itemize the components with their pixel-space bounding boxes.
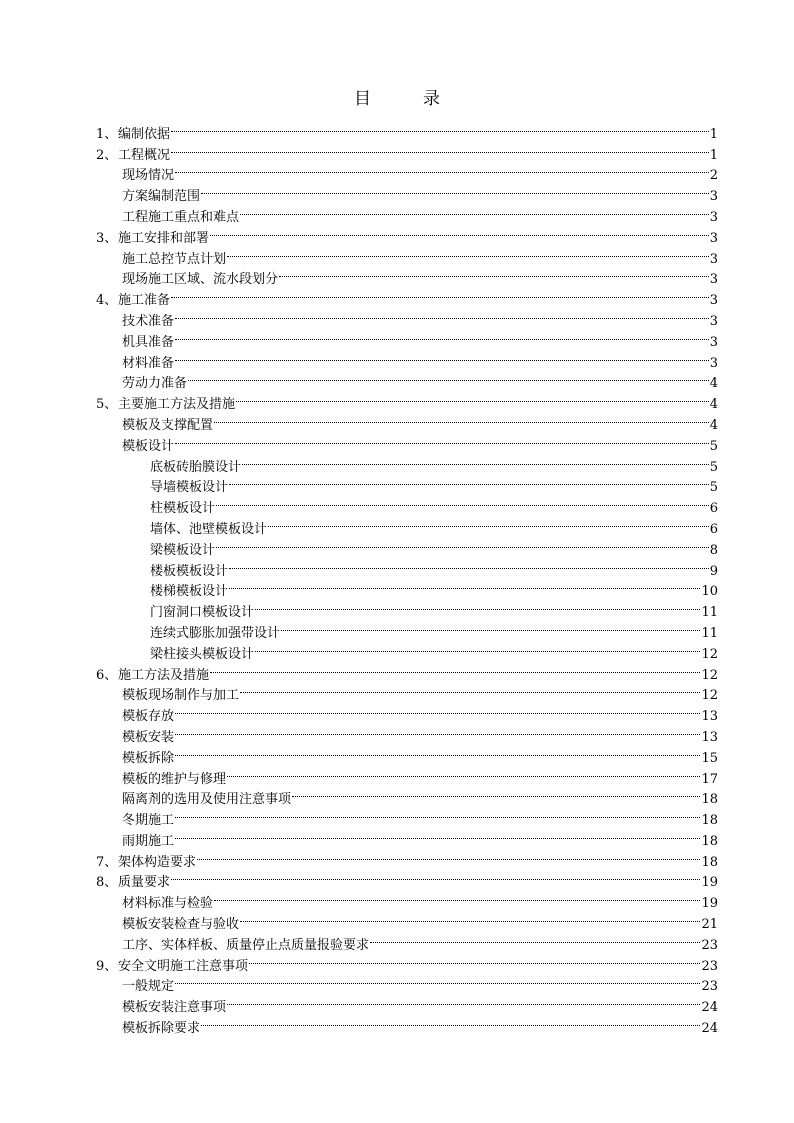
toc-entry-page-number: 13 [701, 729, 718, 745]
toc-entry[interactable] [96, 138, 718, 163]
toc-entry-label: 模板设计 [122, 438, 175, 454]
toc-dot-leader [210, 658, 700, 679]
toc-entry-number: 6、 [96, 667, 118, 683]
toc-entry-page-number: 18 [701, 854, 718, 870]
toc-entry-page-number: 1 [709, 126, 718, 142]
toc-dot-leader [175, 699, 700, 720]
toc-entry-number: 8、 [96, 875, 118, 891]
toc-entry-number: 3、 [96, 230, 118, 246]
toc-dot-leader [188, 367, 709, 388]
toc-entry-label: 架体构造要求 [118, 854, 197, 870]
toc-entry-page-number: 3 [709, 272, 718, 288]
toc-entry-label: 施工总控节点计划 [122, 251, 227, 267]
toc-dot-leader [175, 346, 709, 367]
toc-dot-leader [279, 263, 709, 284]
toc-entry-page-number: 5 [709, 459, 718, 475]
toc-entry-label: 柱模板设计 [150, 501, 216, 517]
toc-entry-number: 9、 [96, 958, 118, 974]
toc-entry-number: 7、 [96, 854, 118, 870]
toc-dot-leader [175, 325, 709, 346]
toc-entry-label: 主要施工方法及措施 [118, 397, 236, 413]
toc-entry[interactable] [96, 429, 718, 454]
toc-entry[interactable] [96, 179, 718, 205]
toc-dot-leader [171, 283, 709, 304]
toc-entry-label: 材料标准与检验 [122, 896, 214, 912]
toc-entry-page-number: 3 [709, 209, 718, 225]
toc-entry-page-number: 3 [709, 189, 718, 205]
toc-dot-leader [175, 720, 700, 741]
toc-dot-leader [171, 866, 700, 887]
toc-entry-page-number: 12 [701, 646, 718, 662]
toc-dot-leader [197, 845, 700, 866]
toc-entry[interactable] [96, 325, 718, 350]
toc-entry-label: 工序、实体样板、质量停止点质量报验要求 [122, 937, 370, 953]
toc-dot-leader [236, 387, 709, 408]
toc-dot-leader [216, 533, 709, 554]
toc-entry-label: 工程施工重点和难点 [122, 209, 240, 225]
toc-entry-page-number: 10 [701, 584, 718, 600]
toc-entry-label: 工程概况 [118, 147, 171, 163]
toc-entry-page-number: 2 [709, 168, 718, 184]
toc-entry-page-number: 3 [709, 293, 718, 309]
toc-dot-leader [175, 970, 700, 991]
toc-dot-leader [227, 242, 709, 263]
toc-dot-leader [370, 928, 700, 949]
toc-entry-label: 编制依据 [118, 126, 171, 142]
toc-title-left: 目 [354, 89, 371, 109]
toc-entry-label: 模板拆除 [122, 750, 175, 766]
toc-dot-leader [229, 471, 709, 492]
toc-entry[interactable] [96, 450, 718, 475]
toc-entry-label: 门窗洞口模板设计 [150, 605, 255, 621]
toc-entry[interactable] [96, 283, 718, 309]
toc-entry-page-number: 9 [709, 563, 718, 579]
toc-dot-leader [175, 304, 709, 325]
toc-entry-page-number: 3 [709, 334, 718, 350]
toc-entry[interactable] [96, 387, 718, 413]
toc-entry-page-number: 18 [701, 813, 718, 829]
toc-dot-leader [175, 824, 700, 845]
toc-dot-leader [175, 429, 709, 450]
toc-entry[interactable] [96, 346, 718, 371]
toc-dot-leader [171, 138, 709, 159]
toc-entry-page-number: 3 [709, 251, 718, 267]
toc-entry-label: 连续式膨胀加强带设计 [150, 625, 281, 641]
toc-entry-label: 楼板模板设计 [150, 563, 229, 579]
toc-entry-label: 现场情况 [122, 168, 175, 184]
toc-entry-page-number: 24 [701, 1000, 718, 1016]
toc-entry-page-number: 18 [701, 833, 718, 849]
table-of-contents [96, 117, 718, 1037]
toc-entry-label: 模板的维护与修理 [122, 771, 227, 787]
toc-dot-leader [242, 450, 709, 471]
toc-entry-page-number: 23 [701, 937, 718, 953]
toc-entry[interactable] [96, 762, 718, 787]
toc-entry-label: 机具准备 [122, 334, 175, 350]
toc-entry-page-number: 3 [709, 355, 718, 371]
toc-entry-label: 底板砖胎膜设计 [150, 459, 242, 475]
toc-dot-leader [201, 1011, 700, 1032]
toc-dot-leader [227, 990, 700, 1011]
toc-entry-label: 施工方法及措施 [118, 667, 210, 683]
toc-dot-leader [216, 491, 709, 512]
toc-entry-label: 模板现场制作与加工 [122, 688, 240, 704]
toc-entry-label: 模板安装注意事项 [122, 1000, 227, 1016]
toc-dot-leader [229, 575, 700, 596]
toc-dot-leader [171, 117, 709, 138]
toc-entry-label: 雨期施工 [122, 833, 175, 849]
toc-dot-leader [175, 159, 709, 180]
toc-entry-label: 一般规定 [122, 979, 175, 995]
toc-dot-leader [292, 783, 700, 804]
toc-title [0, 84, 794, 109]
toc-entry[interactable] [96, 741, 718, 766]
toc-entry-label: 施工准备 [118, 293, 171, 309]
toc-entry[interactable] [96, 720, 718, 745]
toc-entry-page-number: 4 [709, 417, 718, 433]
toc-entry-page-number: 11 [701, 605, 718, 621]
toc-entry-label: 梁模板设计 [150, 542, 216, 558]
toc-entry-label: 施工安排和部署 [118, 230, 210, 246]
toc-entry-page-number: 12 [701, 667, 718, 683]
toc-dot-leader [249, 949, 700, 970]
toc-entry-page-number: 17 [701, 771, 718, 787]
toc-entry-label: 楼梯模板设计 [150, 584, 229, 600]
toc-dot-leader [214, 408, 709, 429]
toc-dot-leader [175, 803, 700, 824]
toc-entry-page-number: 8 [709, 542, 718, 558]
toc-entry-page-number: 5 [709, 438, 718, 454]
toc-entry-page-number: 23 [701, 979, 718, 995]
toc-dot-leader [281, 616, 700, 637]
toc-entry[interactable] [96, 803, 718, 829]
toc-entry[interactable] [96, 304, 718, 329]
toc-entry-page-number: 5 [709, 480, 718, 496]
toc-entry-label: 墙体、池壁模板设计 [150, 521, 268, 537]
toc-title-right: 录 [423, 89, 440, 109]
toc-dot-leader [240, 200, 709, 221]
toc-entry-page-number: 3 [709, 230, 718, 246]
toc-entry-label: 劳动力准备 [122, 376, 188, 392]
toc-entry[interactable] [96, 367, 718, 392]
toc-entry-page-number: 15 [701, 750, 718, 766]
toc-entry-label: 安全文明施工注意事项 [118, 958, 249, 974]
toc-entry-label: 质量要求 [118, 875, 171, 891]
toc-entry-label: 梁柱接头模板设计 [150, 646, 255, 662]
toc-entry[interactable] [96, 990, 718, 1016]
toc-dot-leader [210, 221, 709, 242]
toc-entry[interactable] [96, 699, 718, 725]
toc-entry-page-number: 19 [701, 896, 718, 912]
toc-entry-label: 材料准备 [122, 355, 175, 371]
toc-entry-page-number: 24 [701, 1021, 718, 1037]
toc-entry[interactable] [96, 970, 718, 995]
toc-entry-label: 导墙模板设计 [150, 480, 229, 496]
toc-dot-leader [268, 512, 709, 533]
toc-entry-number: 4、 [96, 293, 118, 309]
toc-entry-number: 1、 [96, 126, 118, 142]
toc-entry[interactable] [96, 866, 718, 891]
toc-entry-page-number: 23 [701, 958, 718, 974]
toc-entry-label: 模板拆除要求 [122, 1021, 201, 1037]
toc-entry-label: 模板及支撑配置 [122, 417, 214, 433]
toc-dot-leader [227, 762, 700, 783]
toc-entry-label: 模板存放 [122, 709, 175, 725]
toc-entry-label: 冬期施工 [122, 813, 175, 829]
toc-dot-leader [255, 637, 700, 658]
toc-entry[interactable] [96, 159, 718, 184]
toc-dot-leader [240, 679, 700, 700]
toc-entry-label: 方案编制范围 [122, 189, 201, 205]
toc-entry-label: 模板安装检查与验收 [122, 917, 240, 933]
toc-entry-page-number: 4 [709, 376, 718, 392]
toc-entry[interactable] [96, 845, 718, 870]
toc-entry-page-number: 6 [709, 501, 718, 517]
toc-entry-page-number: 19 [701, 875, 718, 891]
toc-entry-label: 现场施工区域、流水段划分 [122, 272, 279, 288]
toc-dot-leader [240, 907, 700, 928]
toc-entry-label: 模板安装 [122, 729, 175, 745]
toc-entry[interactable] [96, 824, 718, 849]
toc-entry-number: 5、 [96, 397, 118, 413]
toc-entry-label: 隔离剂的选用及使用注意事项 [122, 792, 292, 808]
toc-entry-page-number: 1 [709, 147, 718, 163]
toc-entry[interactable] [96, 117, 718, 142]
toc-entry-page-number: 18 [701, 792, 718, 808]
toc-dot-leader [229, 554, 709, 575]
toc-entry-page-number: 11 [701, 625, 718, 641]
toc-entry-page-number: 12 [701, 688, 718, 704]
toc-entry-page-number: 13 [701, 709, 718, 725]
toc-entry-page-number: 21 [701, 917, 718, 933]
toc-entry[interactable] [96, 886, 718, 912]
toc-dot-leader [214, 886, 700, 907]
toc-dot-leader [255, 595, 700, 616]
toc-entry-number: 2、 [96, 147, 118, 163]
toc-entry-label: 技术准备 [122, 313, 175, 329]
toc-entry-page-number: 6 [709, 521, 718, 537]
toc-dot-leader [201, 179, 709, 200]
toc-entry-page-number: 4 [709, 397, 718, 413]
toc-entry-page-number: 3 [709, 313, 718, 329]
toc-dot-leader [175, 741, 700, 762]
